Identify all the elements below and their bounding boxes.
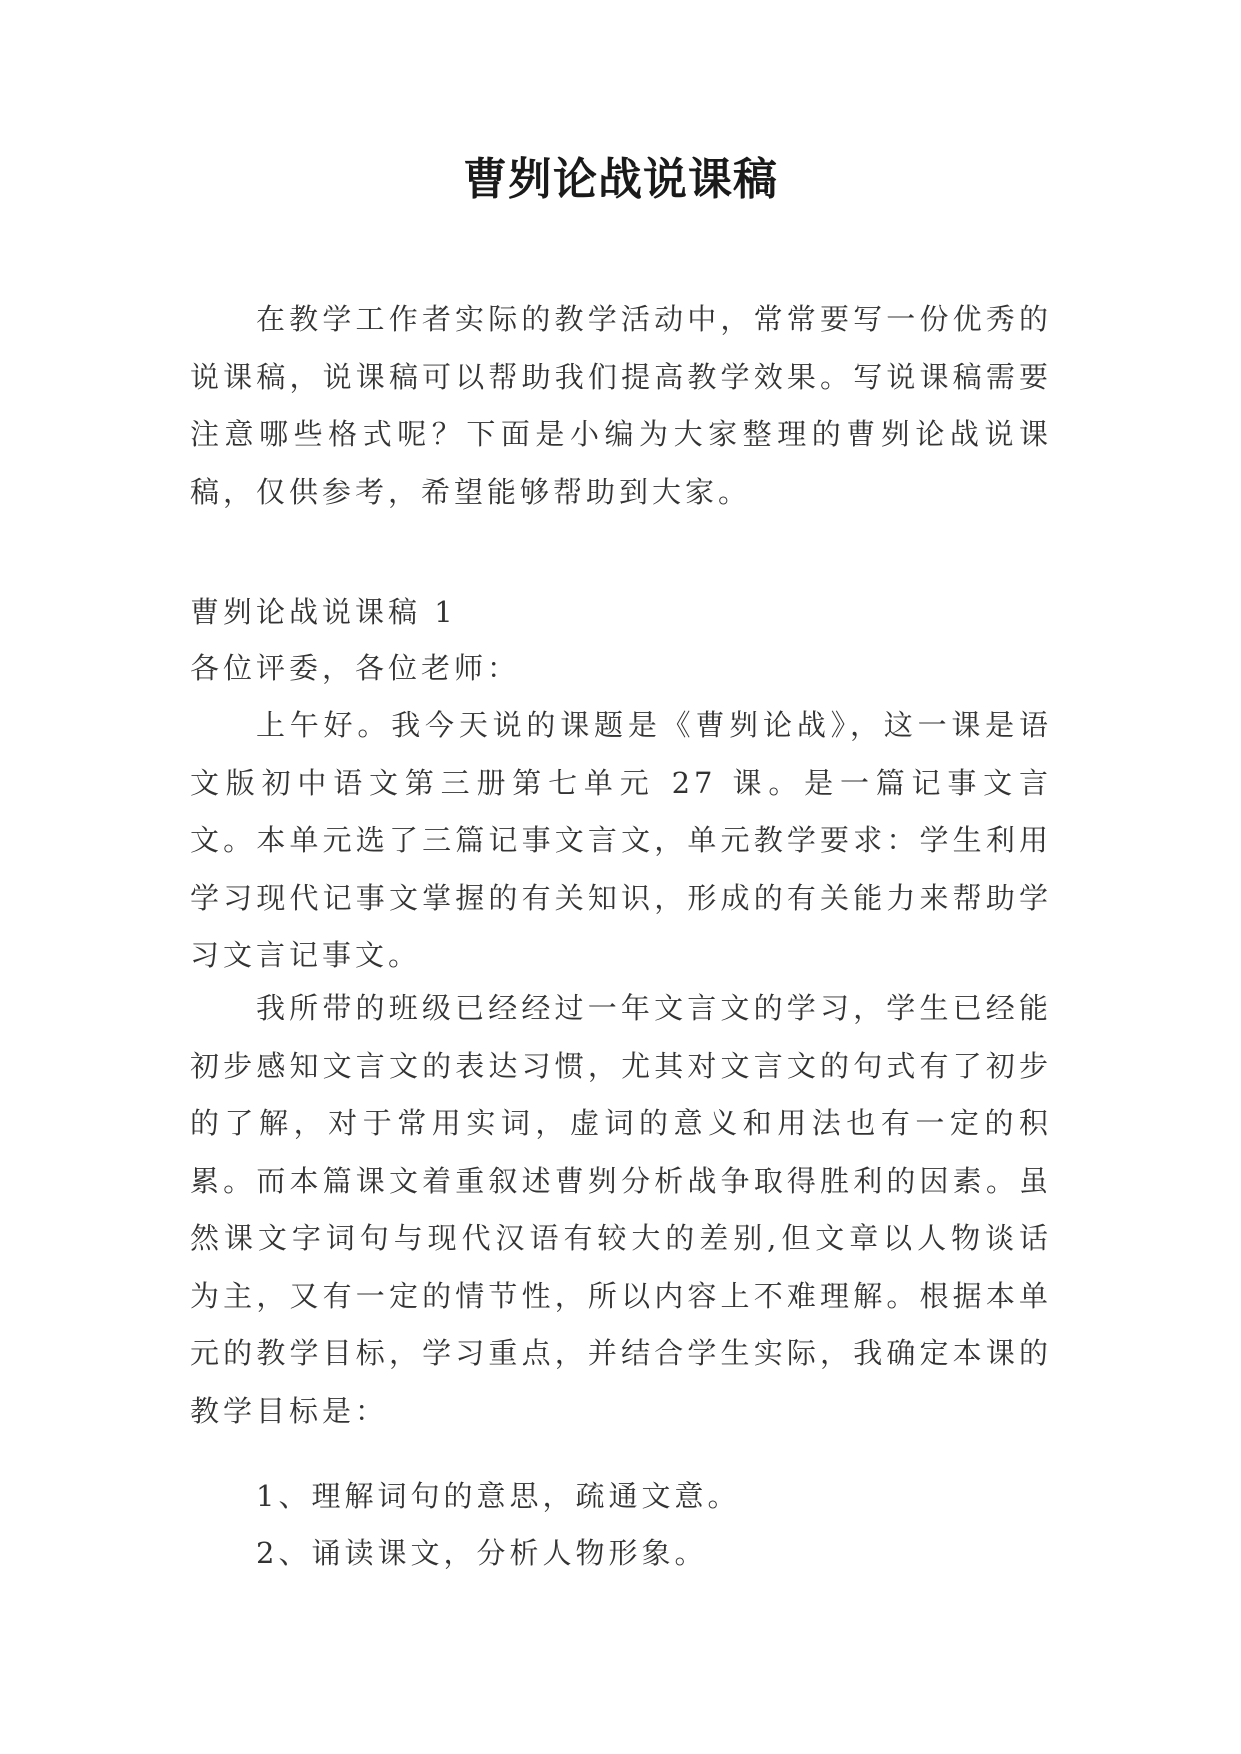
body-paragraph-2: 我所带的班级已经经过一年文言文的学习，学生已经能初步感知文言文的表达习惯，尤其对文言文的句式有了初步的了解，对于常用实词，虚词的意义和用法也有一定的积累。而本篇课文着重叙述曹刿分析战争取得胜利的因素。虽然课文字词句与现代汉语有较大的差别,但文章以人物谈话为主，又有一定的情节性，所以内容上不难理解。根据本单元的教学目标，学习重点，并结合学生实际，我确定本课的教学目标是： xyxy=(190,991,1052,1428)
section-heading: 曹刿论战说课稿 1 xyxy=(190,595,457,629)
greeting-line: 各位评委，各位老师： xyxy=(190,651,521,685)
teaching-goal-1: 1、理解词句的意思，疏通文意。 xyxy=(256,1479,741,1513)
document-title: 曹刿论战说课稿 xyxy=(463,154,778,205)
body-paragraph-1: 上午好。我今天说的课题是《曹刿论战》，这一课是语文版初中语文第三册第七单元 27 课。是一篇记事文言文。本单元选了三篇记事文言文，单元教学要求：学生利用学习现代记事文掌握的有关知识，形成的有关能力来帮助学习文言记事文。 xyxy=(190,708,1052,972)
teaching-goal-2: 2、诵读课文，分析人物形象。 xyxy=(256,1536,708,1570)
intro-paragraph: 在教学工作者实际的教学活动中，常常要写一份优秀的说课稿，说课稿可以帮助我们提高教学效果。写说课稿需要注意哪些格式呢？下面是小编为大家整理的曹刿论战说课稿，仅供参考，希望能够帮助到大家。 xyxy=(190,302,1052,509)
